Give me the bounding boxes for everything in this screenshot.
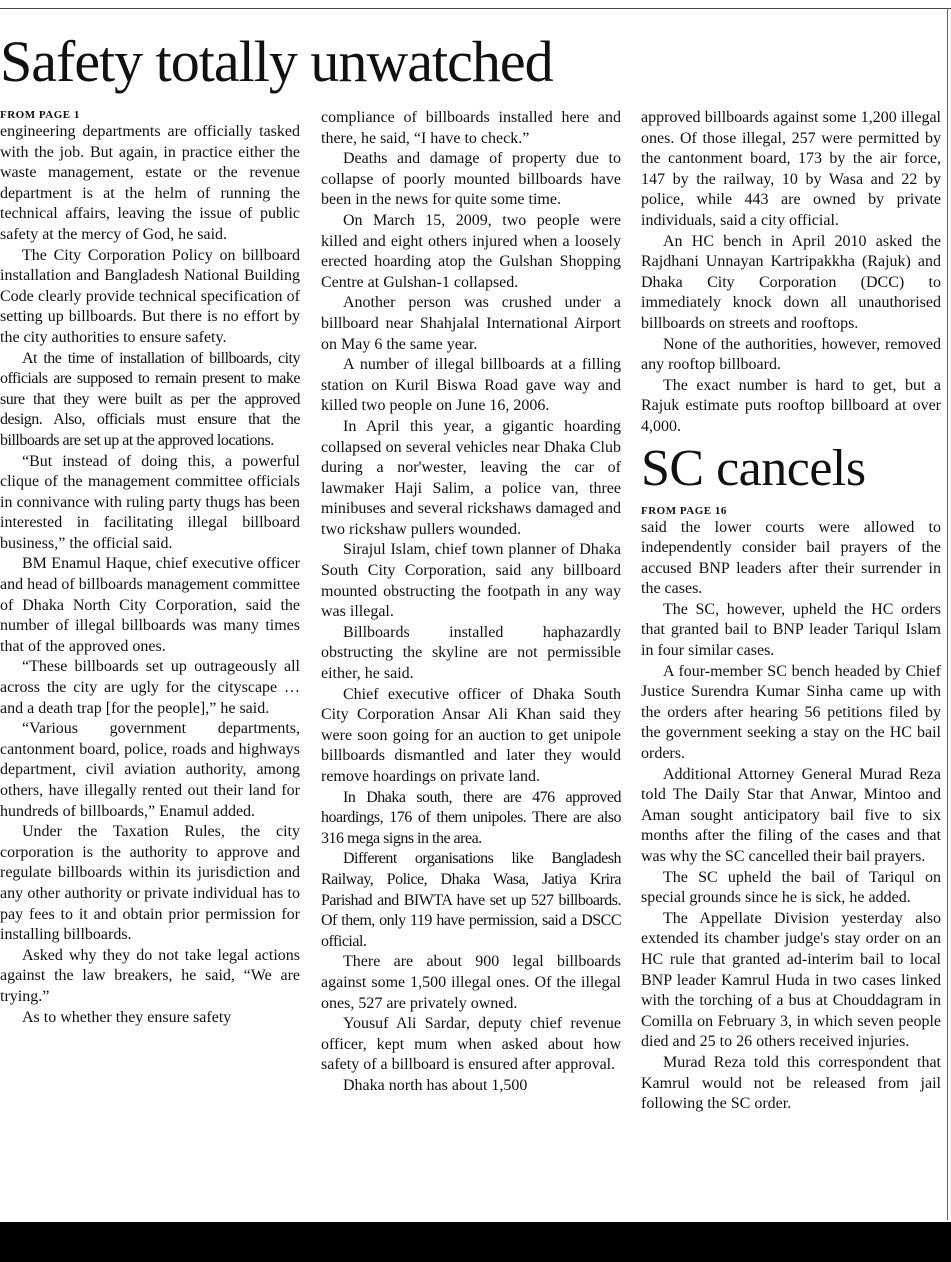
paragraph: approved billboards against some 1,200 illegal ones. Of those illegal, 257 were permitted by the cantonment board, 173 by the air force, 147 by the railway, 10 by Wasa and 22 by police, while 443 are owned by private individuals, said a city official.	[641, 109, 941, 229]
paragraph: None of the authorities, however, removed any rooftop billboard.	[641, 335, 941, 374]
paragraph: Yousuf Ali Sardar, deputy chief revenue officer, kept mum when asked about how safety of a billboard is ensured after approval.	[321, 1015, 621, 1074]
article-column-1	[0, 108, 300, 1028]
paragraph: Additional Attorney General Murad Reza told The Daily Star that Anwar, Mintoo and Aman sought anticipatory bail five to six months after the filing of the cases and that was why the SC cancelled their bail prayers.	[641, 765, 941, 865]
article-column-3	[641, 108, 941, 1115]
paragraph: Dhaka north has about 1,500	[343, 1076, 528, 1094]
paragraph: There are about 900 legal billboards against some 1,500 illegal ones. Of the illegal ones, 527 are privately owned.	[321, 953, 621, 1012]
paragraph: Another person was crushed under a billboard near Shahjalal International Airport on May 6 the same year.	[321, 294, 621, 353]
paragraph: As to whether they ensure safety	[22, 1008, 232, 1026]
paragraph: BM Enamul Haque, chief executive officer and head of billboards management committee of Dhaka North City Corporation, said the number of illegal billboards was many times that of the approved ones.	[0, 555, 300, 655]
paragraph: “But instead of doing this, a powerful clique of the management committee officials in connivance with ruling party thugs has been interested in facilitating illegal billboard business,” the official said.	[0, 452, 300, 552]
from-page-label: FROM PAGE 1	[0, 109, 80, 121]
top-rule	[0, 8, 951, 9]
paragraph: Chief executive officer of Dhaka South City Corporation Ansar Ali Khan said they were soon going for an auction to get unipole billboards dismantled and later they would remove hoardings on private land.	[321, 685, 621, 785]
paragraph: said the lower courts were allowed to independently consider bail prayers of the accused BNP leaders after their surrender in the cases.	[641, 518, 941, 598]
paragraph: Different organisations like Bangladesh Railway, Police, Dhaka Wasa, Jatiya Krira Parishad and BIWTA have set up 527 billboards. Of them, only 119 have permission, said a DSCC official.	[321, 850, 621, 950]
paragraph: The Appellate Division yesterday also extended its chamber judge's stay order on an HC rule that granted ad-interim bail to local BNP leader Kamrul Huda in two cases linked with the torching of a bus at Chouddagram in Comilla on February 3, in which seven people died and 25 to 26 others received injuries.	[641, 909, 941, 1051]
second-article-headline: SC cancels	[641, 439, 866, 497]
bottom-black-bar	[0, 1222, 951, 1262]
paragraph: Murad Reza told this correspondent that Kamrul would not be released from jail following the SC order.	[641, 1053, 941, 1113]
paragraph: A four-member SC bench headed by Chief Justice Surendra Kumar Sinha came up with the orders after hearing 56 petitions filed by the government seeking a stay on the HC bail orders.	[641, 662, 941, 763]
paragraph: The SC upheld the bail of Tariqul on special grounds since he is sick, he added.	[641, 868, 941, 907]
article-column-2	[321, 108, 621, 1097]
paragraph: Billboards installed haphazardly obstructing the skyline are not permissible either, he said.	[321, 623, 621, 683]
paragraph: Sirajul Islam, chief town planner of Dhaka South City Corporation, said any billboard mounted obstructing the footpath in any way was illegal.	[321, 541, 621, 621]
paragraph: Asked why they do not take legal actions against the law breakers, he said, “We are trying.”	[0, 946, 300, 1005]
paragraph: In Dhaka south, there are 476 approved hoardings, 176 of them unipoles. There are also 316 mega signs in the area.	[321, 788, 621, 847]
article-headline: Safety totally unwatched	[0, 29, 553, 94]
paragraph: The SC, however, upheld the HC orders that granted bail to BNP leader Tariqul Islam in four similar cases.	[641, 600, 941, 660]
paragraph: On March 15, 2009, two people were killed and eight others injured when a loosely erected hoarding atop the Gulshan Shopping Centre at Gulshan-1 collapsed.	[321, 211, 621, 291]
paragraph: In April this year, a gigantic hoarding collapsed on several vehicles near Dhaka Club during a nor'wester, leaving the car of lawmaker Haji Salim, a police van, three minibuses and several rickshaws damaged and two rickshaw pullers wounded.	[321, 417, 621, 538]
paragraph: Deaths and damage of property due to collapse of poorly mounted billboards have been in the news for quite some time.	[321, 150, 621, 209]
paragraph: A number of illegal billboards at a filling station on Kuril Biswa Road gave way and killed two people on June 16, 2006.	[321, 356, 621, 415]
column-rule	[947, 8, 948, 1220]
paragraph: “These billboards set up outrageously all across the city are ugly for the cityscape … and a death trap [for the people],” he said.	[0, 658, 300, 717]
paragraph: engineering departments are officially tasked with the job. But again, in practice either the waste management, estate or the revenue department is at the helm of running the technical affairs, leaving the issue of public safety at the mercy of God, he said.	[0, 123, 300, 243]
paragraph: Under the Taxation Rules, the city corporation is the authority to approve and regulate billboards within its jurisdiction and any other authority or private individual has to pay fees to it and obtain prior permission for installing billboards.	[0, 823, 300, 944]
from-page-label: FROM PAGE 16	[641, 504, 727, 517]
paragraph: At the time of installation of billboards, city officials are supposed to remain present to make sure that they were built as per the approved design. Also, officials must ensure that the billboards are set up at the approved locations.	[0, 349, 300, 449]
paragraph: “Various government departments, cantonment board, police, roads and highways department, civil aviation authority, among others, have illegally rented out their land for hundreds of billboards,” Enamul added.	[0, 720, 300, 820]
paragraph: An HC bench in April 2010 asked the Rajdhani Unnayan Kartripakkha (Rajuk) and Dhaka City Corporation (DCC) to immediately knock down all unauthorised billboards on streets and rooftops.	[641, 232, 941, 332]
paragraph: The exact number is hard to get, but a Rajuk estimate puts rooftop billboard at over 4,000.	[641, 376, 941, 435]
paragraph: The City Corporation Policy on billboard installation and Bangladesh National Building Code clearly provide technical specification of setting up billboards. But there is no effort by the city authorities to ensure safety.	[0, 246, 300, 346]
paragraph: compliance of billboards installed here and there, he said, “I have to check.”	[321, 109, 621, 147]
